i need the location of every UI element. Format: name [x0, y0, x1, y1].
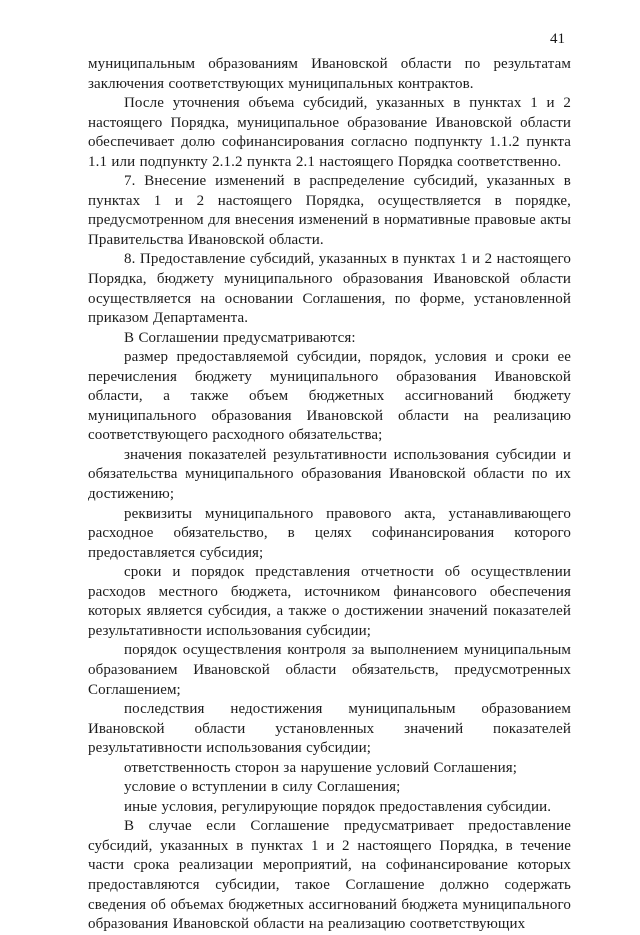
- paragraph: реквизиты муниципального правового акта, устанавливающего расходное обязательство, в целях софинансирования которого предоставляется субсидия;: [88, 505, 571, 561]
- paragraph: размер предоставляемой субсидии, порядок, условия и сроки ее перечисления бюджету муниципального образования Ивановской области, а также объем бюджетных ассигнований бюджету муниципального образования Ивановской области на реализацию соответствующего расходного обязательства;: [88, 349, 571, 444]
- paragraph: сроки и порядок представления отчетности об осуществлении расходов местного бюджета, источником финансового обеспечения которых является субсидия, а также о достижении значений показателей результативности использования субсидии;: [88, 564, 571, 639]
- paragraph: В случае если Соглашение предусматривает предоставление субсидий, указанных в пунктах 1 и 2 настоящего Порядка, в течение части срока реализации мероприятий, на софинансирование которых предоставляются субсидии, такое Соглашение должно содержать сведения об объемах бюджетных ассигнований бюджета муниципального образования Ивановской области на реализацию соответствующих: [88, 818, 571, 933]
- paragraph: муниципальным образованиям Ивановской области по результатам заключения соответствующих муниципальных контрактов.: [88, 56, 571, 92]
- paragraph: иные условия, регулирующие порядок предоставления субсидии.: [124, 798, 552, 815]
- paragraph: 8. Предоставление субсидий, указанных в пунктах 1 и 2 настоящего Порядка, бюджету муниципального образования Ивановской области осуществляется на основании Соглашения, по форме, установленной приказом Департамента.: [88, 251, 571, 327]
- paragraph: 7. Внесение изменений в распределение субсидий, указанных в пунктах 1 и 2 настоящего Порядка, осуществляется в порядке, предусмотренном для внесения изменений в нормативные правовые акты Правительства Ивановской области.: [88, 173, 571, 248]
- paragraph: порядок осуществления контроля за выполнением муниципальным образованием Ивановской области обязательств, предусмотренных Соглашением;: [88, 642, 571, 698]
- paragraph: В Соглашении предусматриваются:: [124, 329, 356, 346]
- paragraph: После уточнения объема субсидий, указанных в пунктах 1 и 2 настоящего Порядка, муниципальное образование Ивановской области обеспечивает долю софинансирования согласно подпункту 1.1.2 пункта 1.1 или подпункту 2.1.2 пункта 2.1 настоящего Порядка соответственно.: [88, 95, 571, 170]
- document-text: [88, 55, 571, 935]
- paragraph: значения показателей результативности использования субсидии и обязательства муниципального образования Ивановской области по их достижению;: [88, 446, 571, 503]
- paragraph: ответственность сторон за нарушение условий Соглашения;: [124, 759, 518, 776]
- page-number: 41: [550, 31, 565, 47]
- paragraph: условие о вступлении в силу Соглашения;: [124, 779, 401, 796]
- paragraph: последствия недостижения муниципальным образованием Ивановской области установленных значений показателей результативности использования субсидии;: [88, 701, 571, 757]
